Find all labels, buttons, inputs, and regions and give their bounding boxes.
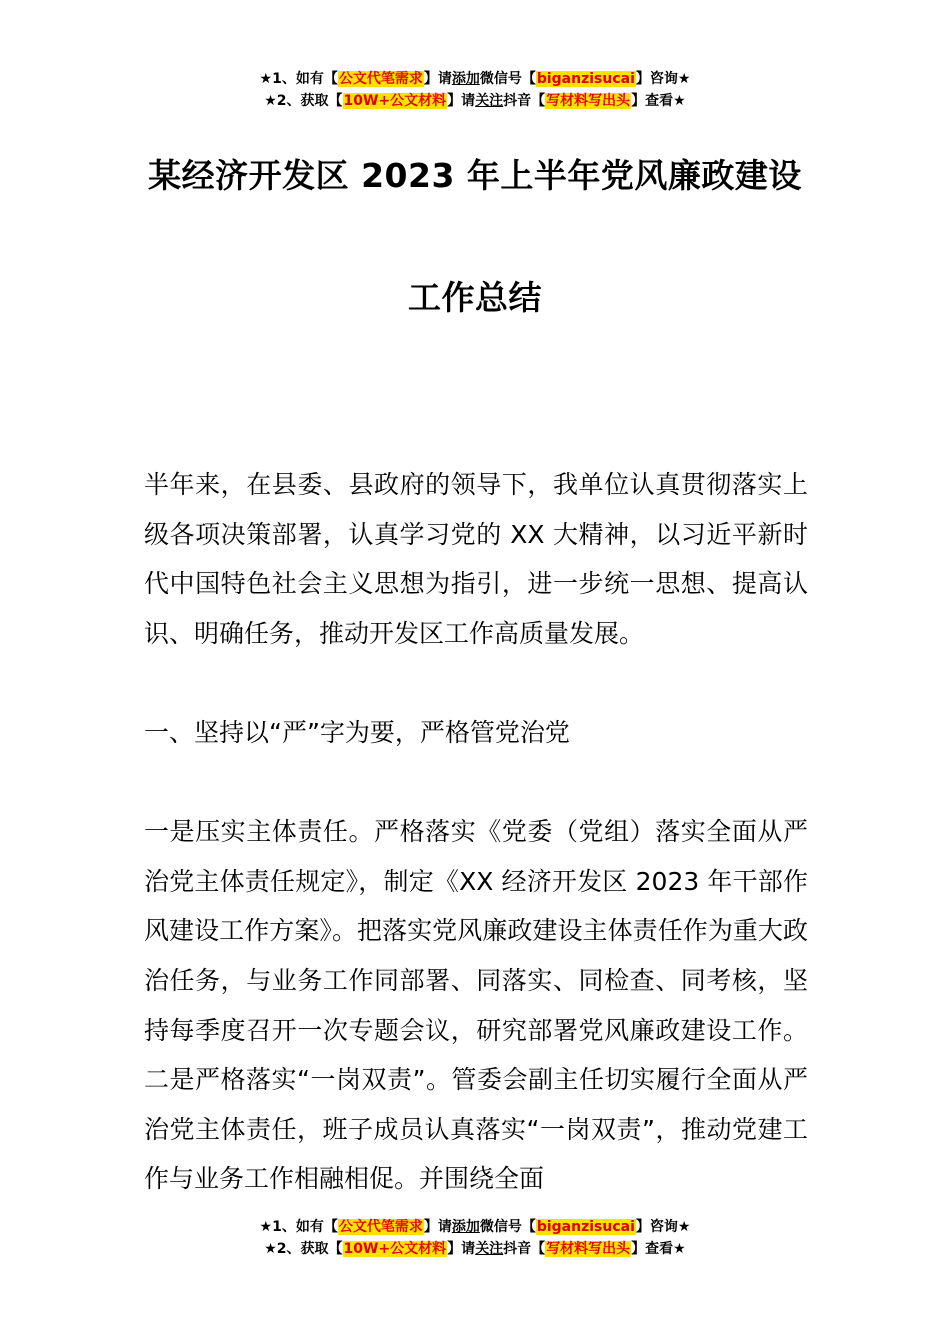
body-paragraph: 一是压实主体责任。严格落实《党委（党组）落实全面从严治党主体责任规定》，制定《XX 经济开发区 2023 年干部作风建设工作方案》。把落实党风廉政建设主体责任作为重大政治任务，与业务工作同部署、同落实、同检查、同考核，坚持每季度召开一次专题会议，研究部署党风廉政建设工作。二是严格落实“一岗双责”。管委会副主任切实履行全面从严治党主体责任，班子成员认真落实“一岗双责”，推动党建工作与业务工作相融相促。并围绕全面	[144, 817, 808, 1194]
footer-banner	[0, 1216, 950, 1260]
banner-text: 】咨询★	[635, 71, 691, 87]
banner-underline: 关注	[475, 93, 504, 109]
banner-line-1	[0, 1216, 950, 1238]
document-title: 某经济开发区 2023 年上半年党风廉政建设	[148, 156, 802, 195]
banner-text: 】查看★	[631, 1241, 686, 1257]
banner-text: ★2、获取【	[264, 1241, 343, 1257]
banner-highlight: 10W+公文材料	[343, 93, 447, 109]
banner-highlight: 写材料写出头	[546, 1241, 631, 1257]
banner-underline: 添加	[451, 1219, 480, 1235]
banner-text: 】查看★	[631, 93, 686, 109]
banner-text: 抖音【	[503, 1241, 546, 1257]
body-paragraph: 半年来，在县委、县政府的领导下，我单位认真贯彻落实上级各项决策部署，认真学习党的 XX 大精神，以习近平新时代中国特色社会主义思想为指引，进一步统一思想、提高认识、明确任务，推动开发区工作高质量发展。	[144, 470, 808, 648]
banner-underline: 关注	[475, 1241, 504, 1257]
banner-line-1	[0, 68, 950, 90]
banner-line-2	[0, 90, 950, 112]
banner-highlight: 公文代笔需求	[338, 71, 423, 87]
banner-highlight: 写材料写出头	[546, 93, 631, 109]
document-title-line-2: 工作总结	[408, 278, 542, 317]
section-heading: 一、坚持以“严”字为要，严格管党治党	[144, 717, 570, 747]
banner-text: 】请	[423, 71, 452, 87]
banner-text: ★1、如有【	[259, 1219, 338, 1235]
banner-text: 抖音【	[503, 93, 546, 109]
banner-highlight: biganzisucai	[536, 71, 635, 87]
banner-highlight: 公文代笔需求	[338, 1219, 423, 1235]
banner-highlight: 10W+公文材料	[343, 1241, 447, 1257]
banner-line-2	[0, 1238, 950, 1260]
banner-text: 微信号【	[479, 71, 536, 87]
header-banner	[0, 68, 950, 112]
document-body	[144, 460, 808, 1204]
banner-text: ★1、如有【	[259, 71, 338, 87]
banner-highlight: biganzisucai	[536, 1219, 635, 1235]
banner-text: 】请	[447, 1241, 476, 1257]
banner-text: ★2、获取【	[264, 93, 343, 109]
banner-text: 】咨询★	[635, 1219, 691, 1235]
banner-text: 微信号【	[479, 1219, 536, 1235]
banner-text: 】请	[447, 93, 476, 109]
banner-underline: 添加	[451, 71, 480, 87]
banner-text: 】请	[423, 1219, 452, 1235]
